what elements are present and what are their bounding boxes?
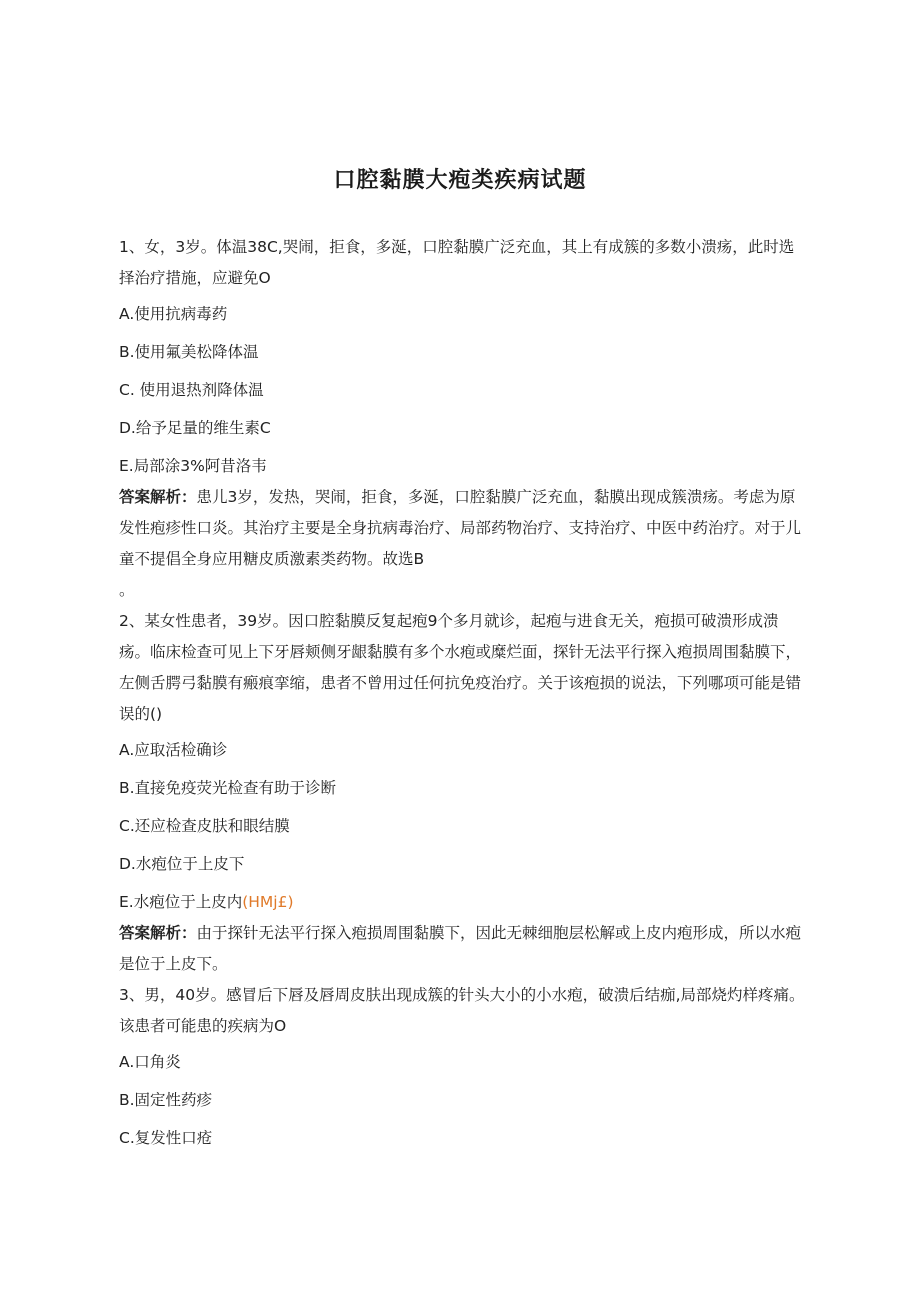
question-stem: 3、男，40岁。感冒后下唇及唇周皮肤出现成簇的针头大小的小水疱，破溃后结痂,局部烧灼样疼痛。该患者可能患的疾病为O — [119, 986, 805, 1035]
explanation-text: 患儿3岁，发热，哭闹，拒食，多涎，口腔黏膜广泛充血，黏膜出现成簇溃疡。考虑为原发性疱疹性口炎。其治疗主要是全身抗病毒治疗、局部药物治疗、支持治疗、中医中药治疗。对于儿童不提倡全身应用糖皮质激素类药物。故选B — [119, 488, 802, 568]
option-b: B.固定性药疹 — [119, 1091, 213, 1109]
option-e-text: E.水疱位于上皮内 — [119, 893, 243, 911]
option-c: C. 使用退热剂降体温 — [119, 381, 264, 399]
document-body — [119, 232, 809, 1161]
option-b: B.直接免疫荧光检查有助于诊断 — [119, 779, 337, 797]
question-3 — [119, 980, 809, 1161]
question-2 — [119, 606, 809, 980]
option-c: C.复发性口疮 — [119, 1129, 213, 1147]
option-d: D.给予足量的维生素C — [119, 419, 271, 437]
option-e — [119, 887, 809, 918]
option-e: E.局部涂3%阿昔洛韦 — [119, 457, 267, 475]
option-a: A.口角炎 — [119, 1053, 181, 1071]
option-a: A.应取活检确诊 — [119, 741, 228, 759]
answer-explanation — [119, 918, 809, 980]
explanation-label: 答案解析： — [119, 488, 197, 506]
option-d: D.水疱位于上皮下 — [119, 855, 245, 873]
question-stem: 1、女，3岁。体温38C,哭闹，拒食，多涎，口腔黏膜广泛充血，其上有成簇的多数小溃疡，此时选择治疗措施，应避免O — [119, 238, 795, 287]
option-e-suffix: (HMj£) — [242, 893, 294, 911]
explanation-tail: 。 — [119, 581, 135, 599]
option-c: C.还应检查皮肤和眼结膜 — [119, 817, 290, 835]
option-a: A.使用抗病毒药 — [119, 305, 228, 323]
question-1 — [119, 232, 809, 606]
explanation-label: 答案解析： — [119, 924, 197, 942]
answer-explanation — [119, 482, 809, 575]
explanation-text: 由于探针无法平行探入疱损周围黏膜下，因此无棘细胞层松解或上皮内疱形成，所以水疱是位于上皮下。 — [119, 924, 802, 973]
option-b: B.使用氟美松降体温 — [119, 343, 259, 361]
document-title: 口腔黏膜大疱类疾病试题 — [333, 168, 587, 193]
question-stem: 2、某女性患者，39岁。因口腔黏膜反复起疱9个多月就诊，起疱与进食无关，疱损可破溃形成溃疡。临床检查可见上下牙唇颊侧牙龈黏膜有多个水疱或糜烂面，探针无法平行探入疱损周围黏膜下，左侧舌腭弓黏膜有瘢痕挛缩，患者不曾用过任何抗免疫治疗。关于该疱损的说法，下列哪项可能是错误的() — [119, 612, 802, 723]
